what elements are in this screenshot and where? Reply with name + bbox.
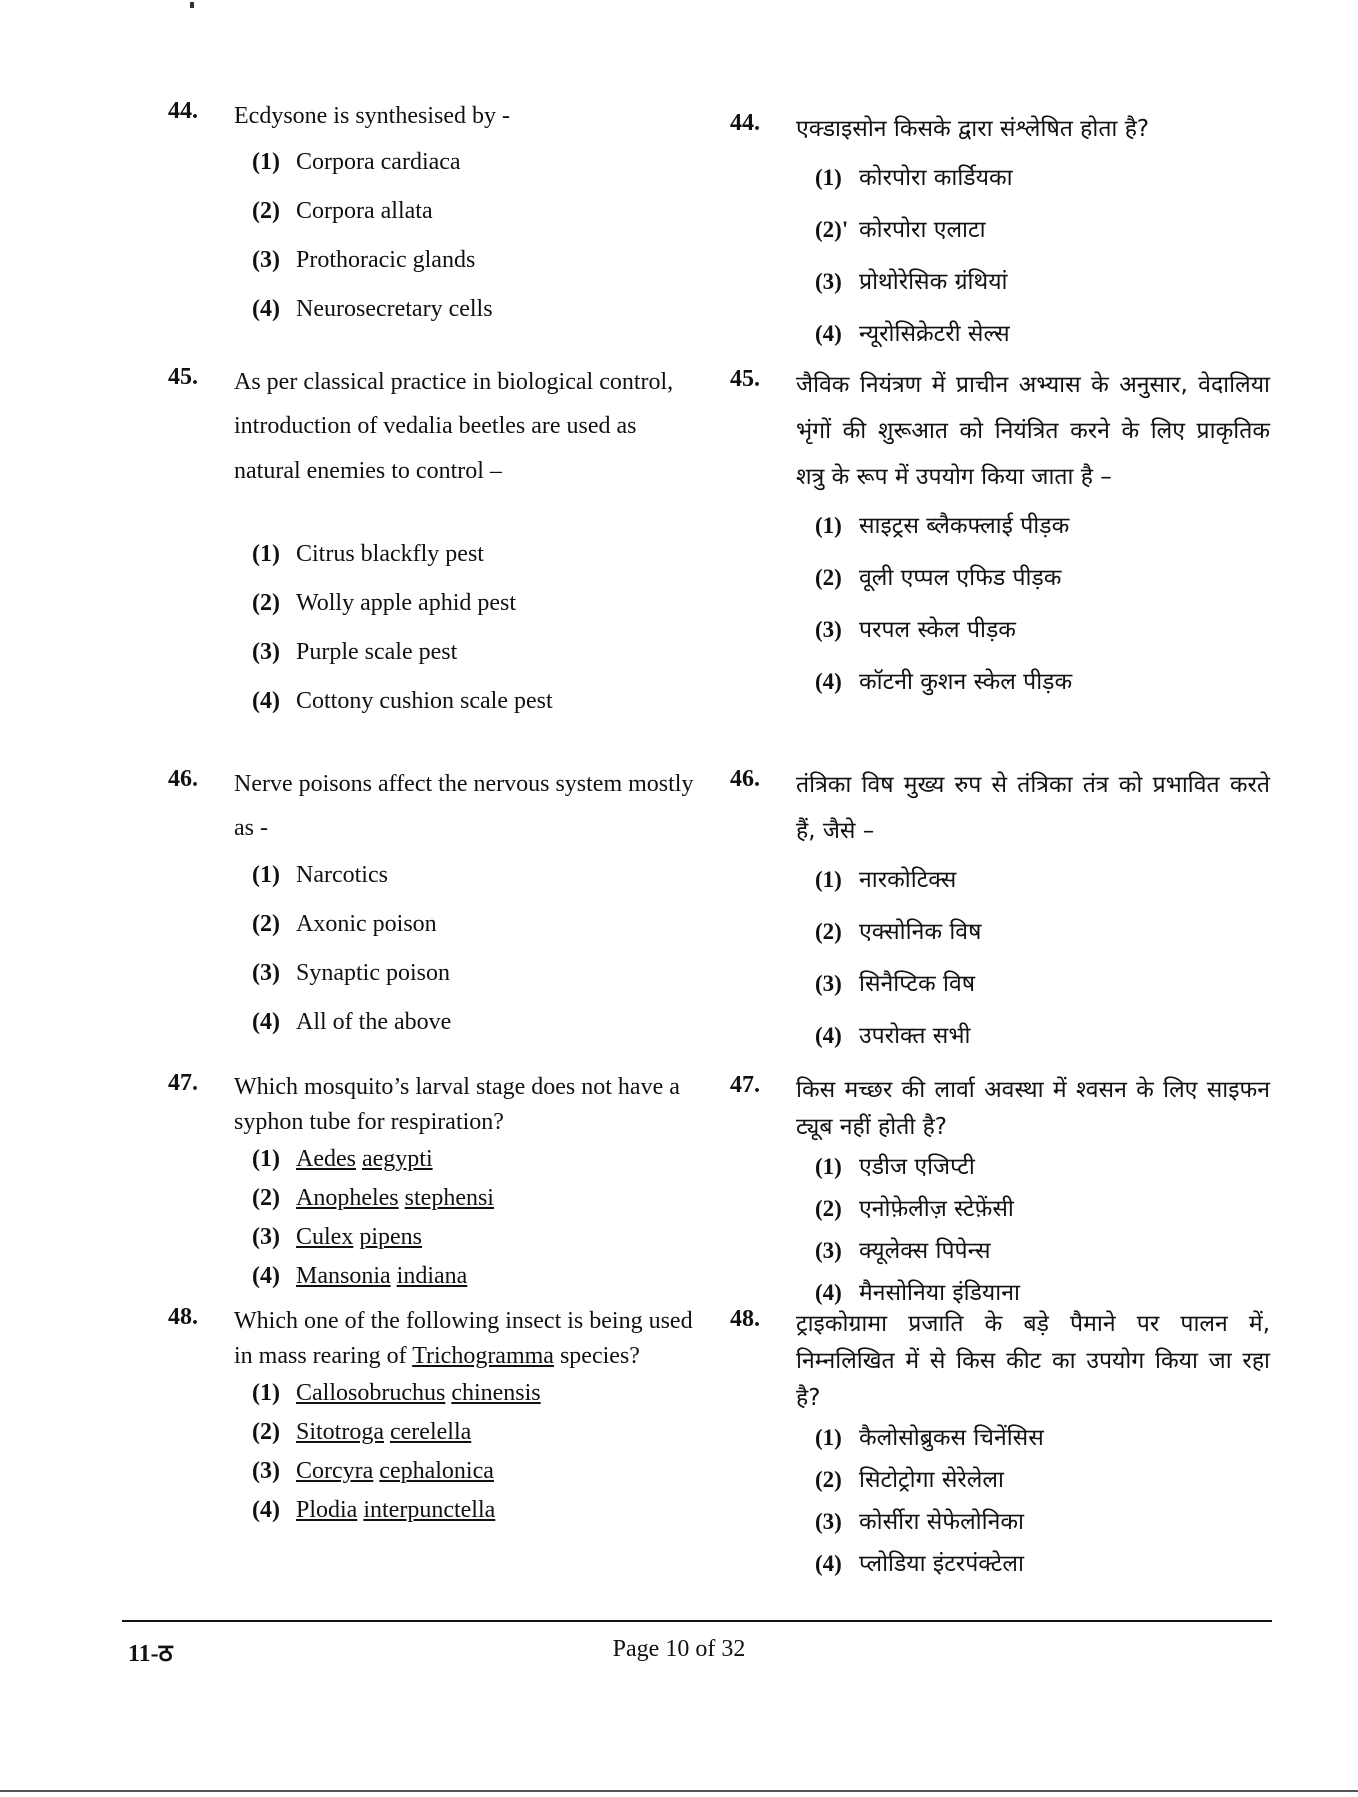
options xyxy=(252,530,708,726)
option xyxy=(815,1230,1270,1272)
option xyxy=(252,1257,708,1296)
option xyxy=(252,949,708,998)
options xyxy=(815,1146,1270,1314)
option xyxy=(252,1374,708,1413)
question-text: As per classical practice in biological control, introduction of vedalia beetles are used as natural enemies to control – xyxy=(234,369,674,484)
option xyxy=(815,1501,1270,1543)
option xyxy=(252,138,708,187)
option-text: कोरपोरा एलाटा xyxy=(859,217,986,243)
option-number: (1) xyxy=(252,1146,280,1172)
option xyxy=(815,958,1270,1010)
option xyxy=(252,677,708,726)
question-number: 46. xyxy=(168,766,198,792)
genus-name: Anopheles xyxy=(296,1185,399,1211)
genus-name: Callosobruchus xyxy=(296,1380,446,1406)
option xyxy=(252,998,708,1047)
species-name: indiana xyxy=(396,1263,468,1289)
option-text: मैनसोनिया इंडियाना xyxy=(859,1280,1020,1306)
question-text-start: Which one of the following insect is being used in mass rearing of xyxy=(234,1308,693,1369)
question-text: जैविक नियंत्रण में प्राचीन अभ्यास के अनुसार, वेदालिया भृंगों की शुरूआत को नियंत्रित करने के लिए प्राकृतिक शत्रु के रूप में उपयोग किया जाता है – xyxy=(796,372,1270,490)
option-number: (2) xyxy=(252,198,280,225)
option-number: (4) xyxy=(815,1551,842,1576)
question-number: 48. xyxy=(168,1304,198,1330)
option xyxy=(252,1452,708,1491)
question-text xyxy=(234,1304,708,1374)
question-45-hi xyxy=(730,362,1270,708)
species-name: pipens xyxy=(359,1224,422,1250)
option xyxy=(252,628,708,677)
option-text: प्रोथोरेसिक ग्रंथियां xyxy=(859,269,1008,295)
question-number: 47. xyxy=(730,1072,760,1098)
option-number: (2) xyxy=(252,1419,280,1445)
option-number: (4) xyxy=(815,321,842,346)
option-text: कोर्सीरा सेफेलोनिका xyxy=(859,1509,1024,1535)
question-number: 45. xyxy=(730,366,760,392)
option-text: सिटोट्रोगा सेरेलेला xyxy=(859,1467,1004,1493)
scan-border xyxy=(0,1790,1358,1792)
option-number: (4) xyxy=(815,1023,842,1048)
option xyxy=(252,1179,708,1218)
question-44-hi xyxy=(730,106,1270,360)
option xyxy=(252,285,708,334)
option-text: परपल स्केल पीड़क xyxy=(859,617,1016,643)
option xyxy=(252,1140,708,1179)
question-number: 45. xyxy=(168,364,198,390)
option-text: Neurosecretary cells xyxy=(296,296,493,323)
question-text-end: species? xyxy=(553,1343,640,1369)
genus-name: Plodia xyxy=(296,1497,358,1523)
question-text: Nerve poisons affect the nervous system mostly as - xyxy=(234,771,694,842)
option xyxy=(252,236,708,285)
question-44-en xyxy=(168,94,708,334)
option-number: (2) xyxy=(815,1196,842,1221)
option xyxy=(815,1146,1270,1188)
question-47-hi xyxy=(730,1072,1270,1314)
question-46-en xyxy=(168,762,708,1047)
option xyxy=(252,1491,708,1530)
option-number: (1) xyxy=(252,1380,280,1406)
option-number: (3) xyxy=(252,247,280,274)
species-name: stephensi xyxy=(404,1185,494,1211)
options xyxy=(815,152,1270,360)
genus-name: Sitotroga xyxy=(296,1419,384,1445)
option-number: (1) xyxy=(815,1425,842,1450)
question-text: Ecdysone is synthesised by - xyxy=(234,103,510,129)
option-number: (1) xyxy=(252,149,280,176)
option xyxy=(815,1188,1270,1230)
options xyxy=(252,1374,708,1530)
question-number: 44. xyxy=(168,98,198,124)
question-number: 48. xyxy=(730,1306,760,1332)
question-text: Which mosquito’s larval stage does not have a syphon tube for respiration? xyxy=(234,1074,680,1135)
option xyxy=(815,1459,1270,1501)
option-text: कॉटनी कुशन स्केल पीड़क xyxy=(859,669,1073,695)
question-text: तंत्रिका विष मुख्य रुप से तंत्रिका तंत्र को प्रभावित करते हैं, जैसे – xyxy=(796,772,1270,844)
option-text: सिनैप्टिक विष xyxy=(859,971,976,997)
footer-rule xyxy=(122,1620,1272,1622)
hindi-column xyxy=(730,0,1270,1600)
option-text: Prothoracic glands xyxy=(296,247,476,274)
option-text: साइट्रस ब्लैकफ्लाई पीड़क xyxy=(859,513,1070,539)
question-46-hi xyxy=(730,762,1270,1062)
question-48-hi xyxy=(730,1306,1270,1585)
option-number: (2) xyxy=(252,910,280,937)
option-text: क्यूलेक्स पिपेन्स xyxy=(859,1238,991,1264)
option-text: एनोफ़ेलीज़ स्टेफ़ेंसी xyxy=(859,1196,1014,1222)
option-text: वूली एप्पल एफिड पीड़क xyxy=(859,565,1062,591)
option-text: कोरपोरा कार्डियका xyxy=(859,165,1013,191)
question-48-en xyxy=(168,1304,708,1530)
option xyxy=(815,256,1270,308)
option-text: नारकोटिक्स xyxy=(859,867,957,893)
option xyxy=(815,1417,1270,1459)
option-text: उपरोक्त सभी xyxy=(859,1023,971,1049)
option xyxy=(252,1413,708,1452)
question-number: 46. xyxy=(730,766,760,792)
option-number: (3) xyxy=(252,959,280,986)
species-name: cerelella xyxy=(390,1419,472,1445)
option-text: Corpora allata xyxy=(296,198,433,225)
option-number: (1) xyxy=(252,541,280,567)
species-name: cephalonica xyxy=(379,1458,494,1484)
question-number: 47. xyxy=(168,1070,198,1096)
option xyxy=(815,152,1270,204)
species-name: aegypti xyxy=(361,1146,433,1172)
options xyxy=(815,500,1270,708)
option-number: (3) xyxy=(252,1224,280,1250)
option-number: (4) xyxy=(252,296,280,323)
option xyxy=(252,187,708,236)
options xyxy=(252,851,708,1047)
option-number: (2)' xyxy=(815,217,849,242)
genus-name: Mansonia xyxy=(296,1263,391,1289)
option-number: (4) xyxy=(252,688,280,714)
option xyxy=(252,530,708,579)
options xyxy=(815,1417,1270,1585)
option-text: Corpora cardiaca xyxy=(296,149,461,176)
species-name: interpunctella xyxy=(363,1497,496,1523)
option-number: (3) xyxy=(252,639,280,665)
genus-name: Corcyra xyxy=(296,1458,374,1484)
option-text: Synaptic poison xyxy=(296,959,450,986)
option-number: (1) xyxy=(815,513,842,538)
option-number: (3) xyxy=(252,1458,280,1484)
option-number: (4) xyxy=(815,1280,842,1305)
option xyxy=(252,900,708,949)
booklet-code: 11-ठ xyxy=(128,1641,173,1667)
option-number: (1) xyxy=(815,867,842,892)
option-text: कैलोसोब्रुकस चिनेंसिस xyxy=(859,1425,1044,1451)
option xyxy=(815,500,1270,552)
option-text: Citrus blackfly pest xyxy=(296,541,484,567)
option xyxy=(815,308,1270,360)
option xyxy=(815,1543,1270,1585)
option-text: एक्सोनिक विष xyxy=(859,919,982,945)
option xyxy=(815,604,1270,656)
option xyxy=(815,656,1270,708)
option-number: (3) xyxy=(815,617,842,642)
question-text: ट्राइकोग्रामा प्रजाति के बड़े पैमाने पर पालन में, निम्नलिखित में से किस कीट का उपयोग किया जा रहा है? xyxy=(796,1311,1270,1411)
question-text: एक्डाइसोन किसके द्वारा संश्लेषित होता है? xyxy=(796,116,1150,142)
option xyxy=(815,204,1270,256)
option-number: (2) xyxy=(252,590,280,616)
english-column xyxy=(168,0,708,1600)
option-number: (1) xyxy=(815,1154,842,1179)
option xyxy=(815,1010,1270,1062)
option-number: (3) xyxy=(815,1238,842,1263)
option xyxy=(815,552,1270,604)
option xyxy=(252,851,708,900)
option xyxy=(252,579,708,628)
genus-name: Culex xyxy=(296,1224,354,1250)
options xyxy=(815,854,1270,1062)
option-number: (2) xyxy=(815,919,842,944)
option xyxy=(815,906,1270,958)
option-text: Narcotics xyxy=(296,861,388,888)
question-45-en xyxy=(168,360,708,726)
option-number: (3) xyxy=(815,269,842,294)
option-text: Purple scale pest xyxy=(296,639,458,665)
options xyxy=(252,1140,708,1296)
option-number: (4) xyxy=(252,1497,280,1523)
option-number: (2) xyxy=(815,1467,842,1492)
option-number: (3) xyxy=(815,971,842,996)
option xyxy=(815,854,1270,906)
question-number: 44. xyxy=(730,110,760,136)
question-47-en xyxy=(168,1070,708,1296)
option-text: Axonic poison xyxy=(296,910,437,937)
option-text: Cottony cushion scale pest xyxy=(296,688,553,714)
genus-name: Trichogramma xyxy=(412,1343,554,1369)
option-text: प्लोडिया इंटरपंक्टेला xyxy=(859,1551,1024,1577)
option-number: (4) xyxy=(252,1008,280,1035)
option-number: (3) xyxy=(815,1509,842,1534)
option-number: (1) xyxy=(815,165,842,190)
option-number: (1) xyxy=(252,861,280,888)
genus-name: Aedes xyxy=(296,1146,356,1172)
option-text: All of the above xyxy=(296,1008,452,1035)
option-number: (4) xyxy=(815,669,842,694)
option-text: Wolly apple aphid pest xyxy=(296,590,517,616)
option-number: (2) xyxy=(815,565,842,590)
option-text: एडीज एजिप्टी xyxy=(859,1154,975,1180)
options xyxy=(252,138,708,334)
question-text: किस मच्छर की लार्वा अवस्था में श्वसन के लिए साइफन ट्यूब नहीं होती है? xyxy=(796,1077,1270,1140)
page-number: Page 10 of 32 xyxy=(612,1636,746,1662)
species-name: chinensis xyxy=(451,1380,541,1406)
option-text: न्यूरोसिक्रेटरी सेल्स xyxy=(859,321,1010,347)
option xyxy=(252,1218,708,1257)
option-number: (4) xyxy=(252,1263,280,1289)
option-number: (2) xyxy=(252,1185,280,1211)
